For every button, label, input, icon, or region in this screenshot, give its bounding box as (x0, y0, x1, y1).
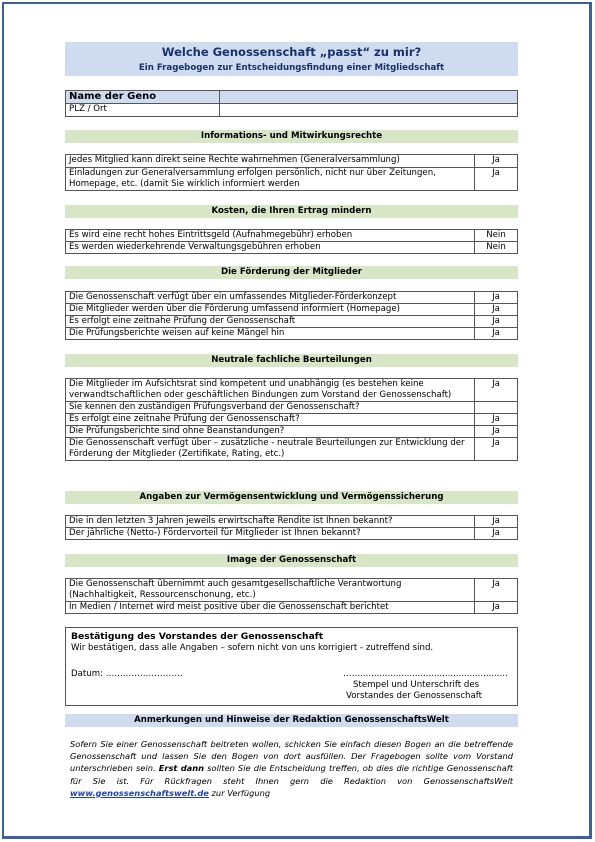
page-subtitle: Ein Fragebogen zur Entscheidungsfindung einer Mitgliedschaft (138, 63, 445, 73)
question-text: Die Prüfungsberichte weisen auf keine Mängel hin (66, 328, 475, 340)
question-text: In Medien / Internet wird meist positive über die Genossenschaft berichtet (66, 602, 475, 614)
question-text: Sie kennen den zuständigen Prüfungsverband der Genossenschaft? (66, 402, 475, 414)
question-text: Der jährliche (Netto-) Fördervorteil für Mitglieder ist Ihnen bekannt? (66, 528, 475, 540)
name-field[interactable] (220, 91, 518, 104)
plz-field[interactable] (220, 104, 518, 117)
date-field[interactable]: Datum: ……..………………. (71, 669, 183, 679)
question-row (66, 438, 518, 461)
answer-cell[interactable] (475, 402, 518, 414)
section-header: Die Förderung der Mitglieder (65, 266, 518, 279)
question-row (66, 328, 518, 340)
notes-text-part: Sofern Sie einer Genossenschaft beitreten wollen, schicken Sie einfach diesen Bogen an die betreffende Genossenschaft und lassen Sie den Bogen von dort ausfüllen. Der Fragebogen sollte vom Vorstand unterschrieben sein. (70, 739, 513, 774)
name-table (65, 90, 518, 117)
signature-label: Stempel und Unterschrift des (353, 680, 480, 690)
question-table (65, 154, 518, 191)
answer-cell[interactable]: Nein (475, 230, 518, 242)
answer-cell[interactable]: Ja (475, 292, 518, 304)
question-table (65, 229, 518, 254)
signature-line[interactable]: ……...................................................... (343, 669, 508, 679)
name-row (66, 91, 518, 104)
question-table (65, 378, 518, 461)
question-table (65, 291, 518, 340)
question-row (66, 602, 518, 614)
notes-text (70, 738, 513, 799)
question-table (65, 578, 518, 614)
page-title: Welche Genossenschaft „passt“ zu mir? (161, 45, 422, 59)
section-header: Angaben zur Vermögensentwicklung und Vermögenssicherung (65, 491, 518, 504)
question-row (66, 230, 518, 242)
answer-cell[interactable]: Ja (475, 155, 518, 168)
answer-cell[interactable]: Ja (475, 528, 518, 540)
title-band (65, 42, 518, 76)
question-row (66, 304, 518, 316)
question-text: Die Mitglieder werden über die Förderung umfassend informiert (Homepage) (66, 304, 475, 316)
answer-cell[interactable]: Ja (475, 379, 518, 402)
answer-cell[interactable]: Ja (475, 602, 518, 614)
notes-emphasis: Erst dann (158, 763, 205, 774)
question-row (66, 292, 518, 304)
question-row (66, 155, 518, 168)
question-text: Die Genossenschaft übernimmt auch gesamtgesellschaftliche Verantwortung (Nachhaltigkeit, Ressourcenschonung, etc.) (66, 579, 475, 602)
signature-label: Vorstandes der Genossenschaft (346, 691, 483, 701)
question-row (66, 402, 518, 414)
answer-cell[interactable]: Ja (475, 516, 518, 528)
answer-cell[interactable]: Ja (475, 328, 518, 340)
question-row (66, 316, 518, 328)
question-text: Die Mitglieder im Aufsichtsrat sind kompetent und unabhängig (es bestehen keine verwandtschaftlichen oder geschäftlichen Bindungen zum Vorstand der Genossenschaft) (66, 379, 475, 402)
question-row (66, 168, 518, 191)
question-text: Es werden wiederkehrende Verwaltungsgebühren erhoben (66, 242, 475, 254)
plz-row (66, 104, 518, 117)
question-row (66, 242, 518, 254)
question-text: Die in den letzten 3 Jahren jeweils erwirtschafte Rendite ist Ihnen bekannt? (66, 516, 475, 528)
section-header: Informations- und Mitwirkungsrechte (65, 130, 518, 143)
question-row (66, 426, 518, 438)
answer-cell[interactable]: Ja (475, 414, 518, 426)
question-text: Die Prüfungsberichte sind ohne Beanstandungen? (66, 426, 475, 438)
answer-cell[interactable]: Ja (475, 316, 518, 328)
answer-cell[interactable]: Nein (475, 242, 518, 254)
question-row (66, 414, 518, 426)
confirmation-title: Bestätigung des Vorstandes der Genossenschaft (71, 631, 324, 642)
question-table (65, 515, 518, 540)
question-row (66, 579, 518, 602)
question-row (66, 516, 518, 528)
question-text: Einladungen zur Generalversammlung erfolgen persönlich, nicht nur über Zeitungen, Homepage, etc. (damit Sie wirklich informiert werden (66, 168, 475, 191)
section-header: Image der Genossenschaft (65, 554, 518, 567)
section-header: Kosten, die Ihren Ertrag mindern (65, 205, 518, 218)
plz-label: PLZ / Ort (66, 104, 220, 117)
question-row (66, 528, 518, 540)
question-text: Es erfolgt eine zeitnahe Prüfung der Genossenschaft (66, 316, 475, 328)
name-label: Name der Geno (66, 91, 220, 104)
confirmation-box (65, 627, 518, 706)
section-header: Neutrale fachliche Beurteilungen (65, 354, 518, 367)
answer-cell[interactable]: Ja (475, 579, 518, 602)
answer-cell[interactable]: Ja (475, 438, 518, 461)
question-row (66, 379, 518, 402)
question-text: Die Genossenschaft verfügt über ein umfassendes Mitglieder-Förderkonzept (66, 292, 475, 304)
question-text: Die Genossenschaft verfügt über – zusätzliche - neutrale Beurteilungen zur Entwicklung der Förderung der Mitglieder (Zertifikate, Rating, etc.) (66, 438, 475, 461)
answer-cell[interactable]: Ja (475, 168, 518, 191)
notes-text-part: sollten Sie die Entscheidung treffen, ob dies die richtige Genossenschaft für Sie ist. Für Rückfragen steht Ihnen gern die Redaktion von GenossenschaftsWelt (70, 763, 513, 786)
website-link[interactable]: www.genossenschaftswelt.de (70, 787, 209, 798)
notes-header: Anmerkungen und Hinweise der Redaktion GenossenschaftsWelt (65, 714, 518, 727)
notes-text-part: zur Verfügung (208, 787, 271, 798)
question-text: Es erfolgt eine zeitnahe Prüfung der Genossenschaft? (66, 414, 475, 426)
confirmation-text: Wir bestätigen, dass alle Angaben – sofern nicht von uns korrigiert - zutreffend sind. (71, 643, 434, 653)
answer-cell[interactable]: Ja (475, 304, 518, 316)
question-text: Jedes Mitglied kann direkt seine Rechte wahrnehmen (Generalversammlung) (66, 155, 475, 168)
answer-cell[interactable]: Ja (475, 426, 518, 438)
question-text: Es wird eine recht hohes Eintrittsgeld (Aufnahmegebühr) erhoben (66, 230, 475, 242)
